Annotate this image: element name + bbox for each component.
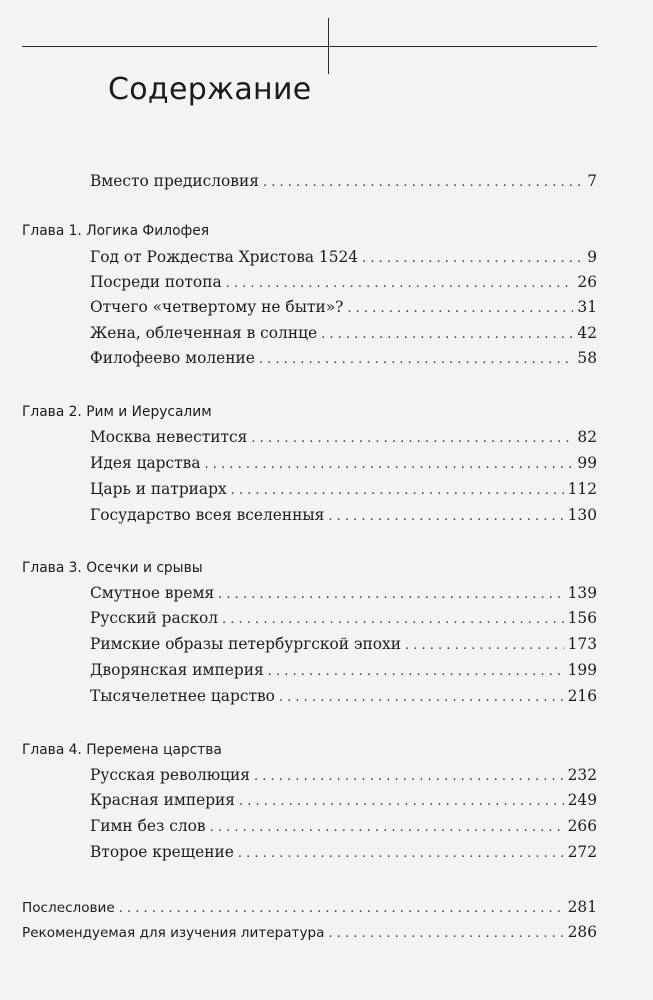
chapter-heading-4: Глава 4. Перемена царства bbox=[22, 742, 222, 758]
toc-entry-page: 272 bbox=[567, 843, 597, 861]
toc-entry-page: 139 bbox=[567, 584, 597, 602]
toc-entry bbox=[90, 766, 597, 790]
chapter-heading-3: Глава 3. Осечки и срывы bbox=[22, 560, 203, 576]
dot-leader bbox=[268, 664, 564, 679]
toc-entry bbox=[90, 506, 597, 530]
toc-entry-label: Послесловие bbox=[22, 900, 115, 916]
toc-entry-label: Смутное время bbox=[90, 584, 215, 602]
toc-entry-label: Посреди потопа bbox=[90, 273, 222, 291]
toc-entry-page: 130 bbox=[567, 506, 597, 524]
header-divider bbox=[328, 18, 329, 74]
toc-entry-page: 26 bbox=[577, 273, 597, 291]
dot-leader bbox=[238, 846, 564, 861]
toc-entry bbox=[90, 298, 597, 322]
toc-entry bbox=[90, 248, 597, 272]
toc-entry-afterword bbox=[22, 898, 597, 922]
toc-entry-page: 249 bbox=[567, 791, 597, 809]
toc-entry-page: 173 bbox=[567, 635, 597, 653]
toc-entry bbox=[90, 273, 597, 297]
toc-entry bbox=[90, 454, 597, 478]
toc-entry bbox=[90, 428, 597, 452]
dot-leader bbox=[205, 457, 574, 472]
toc-entry-page: 31 bbox=[577, 298, 597, 316]
toc-entry bbox=[90, 817, 597, 841]
toc-entry-page: 199 bbox=[567, 661, 597, 679]
toc-entry-page: 281 bbox=[567, 898, 597, 916]
dot-leader bbox=[251, 431, 573, 446]
toc-entry-label: Филофеево моление bbox=[90, 349, 255, 367]
toc-entry bbox=[90, 609, 597, 633]
dot-leader bbox=[210, 820, 564, 835]
toc-entry-label: Римские образы петербургской эпохи bbox=[90, 635, 401, 653]
toc-entry-page: 286 bbox=[567, 923, 597, 941]
toc-entry-preface bbox=[90, 172, 597, 196]
toc-entry-page: 42 bbox=[577, 324, 597, 342]
toc-entry-label: Царь и патриарх bbox=[90, 480, 227, 498]
toc-entry bbox=[90, 843, 597, 867]
toc-entry-page: 266 bbox=[567, 817, 597, 835]
toc-entry-label: Идея царства bbox=[90, 454, 201, 472]
toc-entry-page: 156 bbox=[567, 609, 597, 627]
dot-leader bbox=[239, 794, 564, 809]
toc-entry-literature bbox=[22, 923, 597, 947]
dot-leader bbox=[347, 301, 573, 316]
toc-entry-label: Гимн без слов bbox=[90, 817, 206, 835]
dot-leader bbox=[222, 612, 564, 627]
toc-entry-label: Дворянская империя bbox=[90, 661, 264, 679]
toc-entry-label: Русская революция bbox=[90, 766, 250, 784]
toc-entry-label: Государство всея вселенныя bbox=[90, 506, 325, 524]
toc-entry bbox=[90, 349, 597, 373]
toc-entry-page: 82 bbox=[577, 428, 597, 446]
toc-entry bbox=[90, 687, 597, 711]
toc-entry-page: 99 bbox=[577, 454, 597, 472]
dot-leader bbox=[362, 251, 583, 266]
toc-entry-label: Тысячелетнее царство bbox=[90, 687, 275, 705]
toc-entry-page: 58 bbox=[577, 349, 597, 367]
dot-leader bbox=[328, 509, 563, 524]
toc-entry-label: Москва невестится bbox=[90, 428, 248, 446]
header-rule bbox=[22, 46, 597, 47]
dot-leader bbox=[119, 901, 564, 916]
chapter-heading-2: Глава 2. Рим и Иерусалим bbox=[22, 404, 212, 420]
toc-entry bbox=[90, 584, 597, 608]
dot-leader bbox=[218, 587, 563, 602]
toc-entry-page: 112 bbox=[567, 480, 597, 498]
toc-entry-page: 232 bbox=[567, 766, 597, 784]
toc-entry-label: Русский раскол bbox=[90, 609, 218, 627]
dot-leader bbox=[226, 276, 574, 291]
dot-leader bbox=[254, 769, 564, 784]
page-title: Содержание bbox=[108, 72, 312, 107]
dot-leader bbox=[231, 483, 564, 498]
toc-entry bbox=[90, 791, 597, 815]
toc-entry bbox=[90, 324, 597, 348]
toc-entry-label: Вместо предисловия bbox=[90, 172, 259, 190]
dot-leader bbox=[321, 327, 573, 342]
chapter-heading-1: Глава 1. Логика Филофея bbox=[22, 223, 210, 239]
dot-leader bbox=[328, 926, 563, 941]
toc-entry bbox=[90, 661, 597, 685]
dot-leader bbox=[263, 175, 583, 190]
toc-entry-label: Красная империя bbox=[90, 791, 236, 809]
toc-entry-page: 9 bbox=[587, 248, 597, 266]
toc-entry-page: 216 bbox=[567, 687, 597, 705]
toc-entry-label: Год от Рождества Христова 1524 bbox=[90, 248, 359, 266]
toc-entry bbox=[90, 480, 597, 504]
dot-leader bbox=[405, 638, 564, 653]
toc-entry-label: Рекомендуемая для изучения литература bbox=[22, 925, 325, 941]
toc-entry bbox=[90, 635, 597, 659]
toc-entry-label: Второе крещение bbox=[90, 843, 234, 861]
dot-leader bbox=[259, 352, 573, 367]
toc-entry-page: 7 bbox=[587, 172, 597, 190]
toc-entry-label: Отчего «четвертому не быти»? bbox=[90, 298, 344, 316]
toc-entry-label: Жена, облеченная в солнце bbox=[90, 324, 318, 342]
dot-leader bbox=[279, 690, 564, 705]
